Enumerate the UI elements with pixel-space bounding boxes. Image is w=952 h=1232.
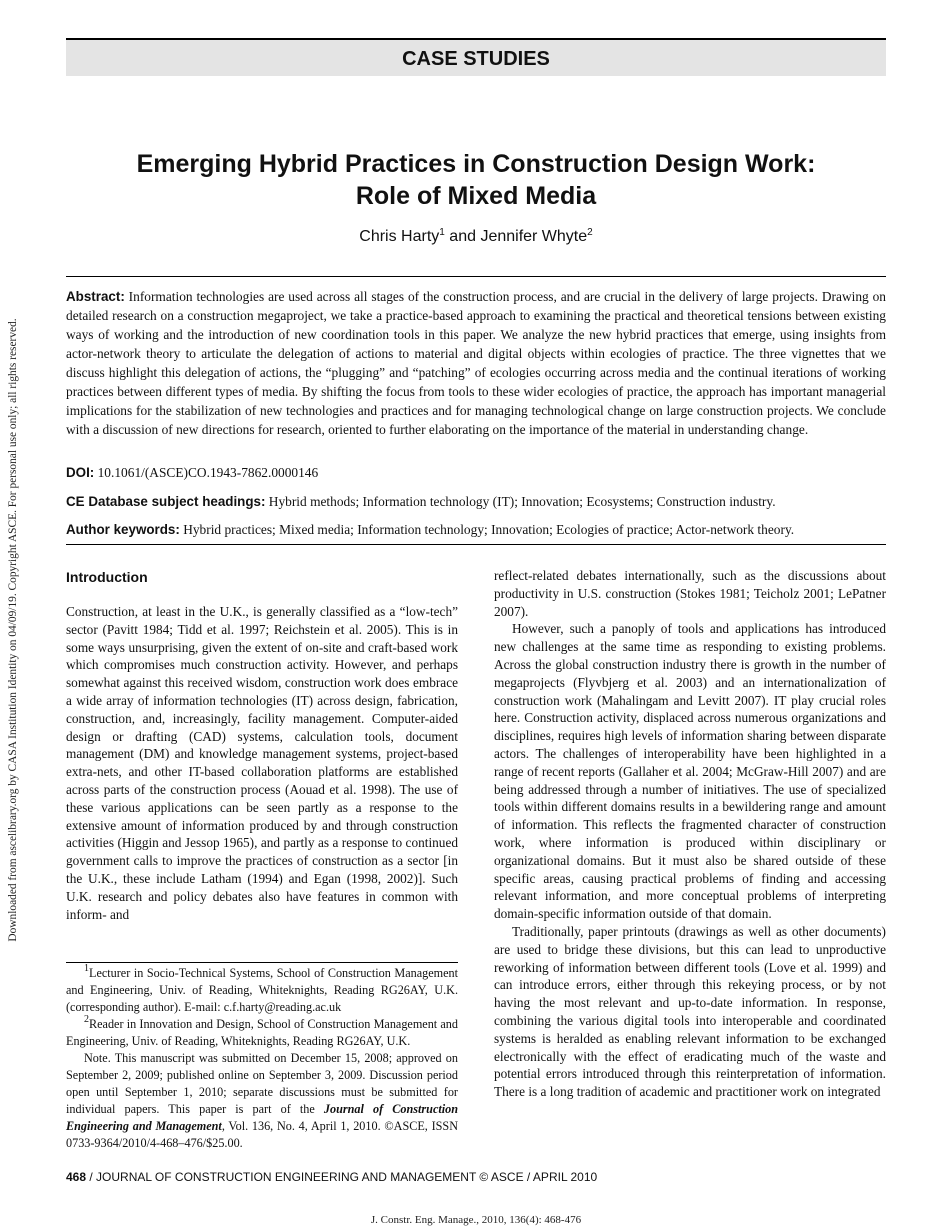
doi-label: DOI: <box>66 465 95 480</box>
note-text: , Vol. 136, No. 4, April 1, 2010. ©ASCE, ISSN 0733-9364/2010/4-468–476/$25.00. <box>66 1119 459 1150</box>
author-sep: and <box>444 228 481 245</box>
footnote-1 <box>66 965 458 1016</box>
paragraph: However, such a panoply of tools and applications has introduced new challenges at the same time as responding to existing problems. Across the global construction industry there is growth in the number of megaprojects (Flyvbjerg et al. 2003) and an internationalization of construction work (Mahalingam and Levitt 2007). IT play crucial roles here. Construction activity, displaced across numerous organizations and disciplines, requires high levels of information sharing between disparate actors. The challenges of interoperability have been highlighted in a range of recent reports (Gallaher et al. 2004; McGraw-Hill 2007) and are being addressed through a number of initiatives. The use of specialized tools within different domains results in a bewildering range and amount of information. This reflects the fragmented character of construction work, where information is produced within disciplinary or organizational domains. But it must also be shared outside of these specific areas, causing practical problems of finding and accessing relevant information, and more conceptual problems of interpreting domain-specific information outside of that domain. <box>494 621 886 922</box>
left-column <box>66 569 458 923</box>
ce-headings <box>66 494 886 510</box>
footnotes <box>66 962 458 1152</box>
author: Chris Harty <box>359 228 440 245</box>
page-footer <box>66 1170 597 1184</box>
authors <box>66 228 886 246</box>
abstract-text: Information technologies are used across all stages of the construction process, and are crucial in the delivery of large projects. Drawing on detailed research on a construction megaproject, we take a practice-based approach to examining the practical and theoretical tensions between existing ways of working and the introduction of new coordination tools in this paper. We analyze the new hybrid practices that emerge, using insights from actor-network theory to articulate the delegation of actions to material and digital objects within ecologies of practice. The three vignettes that we discuss highlight this delegation of actions, the “plugging” and “patching” of ecologies occurring across media and the continual iterations of working practices between different types of media. By shifting the focus from tools to these wider ecologies of practice, the approach has important managerial implications for the stabilization of new technologies and practices and for managing technological change on large construction projects. We conclude with a discussion of new directions for research, oriented to further elaborating on the importance of the material in understanding change. <box>66 289 886 437</box>
author: Jennifer Whyte <box>480 228 588 245</box>
download-watermark: Downloaded from ascelibrary.org by CASA Institution Identity on 04/09/19. Copyright ASCE. For personal use only; all rights reserved. <box>7 318 19 942</box>
affil-mark: 2 <box>587 227 593 238</box>
note-text: Note. This manuscript was submitted on December 15, 2008; approved on September 2, 2009; published online on September 3, 2009. Discussion period open until September 1, 2010; separate discussions must be submitted for individual papers. This paper is part of the <box>66 1051 458 1116</box>
footnote-2 <box>66 1016 458 1050</box>
footnote-mark: 1 <box>84 963 89 974</box>
footnote-mark: 2 <box>84 1014 89 1025</box>
paragraph: reflect-related debates internationally, such as the discussions about productivity in U.S. construction (Stokes 1981; Teicholz 2001; LePatner 2007). <box>494 568 886 619</box>
abstract <box>66 287 886 439</box>
doi-value[interactable]: 10.1061/(ASCE)CO.1943-7862.0000146 <box>94 465 319 480</box>
footnote-text: Lecturer in Socio-Technical Systems, School of Construction Management and Engineering, Univ. of Reading, Whiteknights, Reading RG26AY, U.K. (corresponding author). E-mail: c.f.harty@reading.ac.uk <box>66 966 458 1014</box>
ce-headings-label: CE Database subject headings: <box>66 494 266 509</box>
divider <box>66 276 886 277</box>
journal-footer: / JOURNAL OF CONSTRUCTION ENGINEERING AND MANAGEMENT © ASCE / APRIL 2010 <box>86 1170 598 1184</box>
keywords-label: Author keywords: <box>66 522 180 537</box>
section-heading: Introduction <box>66 569 148 585</box>
author-keywords <box>66 522 886 538</box>
abstract-label: Abstract: <box>66 289 125 304</box>
title-line: Emerging Hybrid Practices in Construction Design Work: <box>136 150 816 178</box>
citation-line: J. Constr. Eng. Manage., 2010, 136(4): 468-476 <box>370 1214 582 1226</box>
paper-title <box>66 148 886 212</box>
ce-headings-text: Hybrid methods; Information technology (IT); Innovation; Ecosystems; Construction industry. <box>265 494 776 509</box>
footnote-text: Reader in Innovation and Design, School of Construction Management and Engineering, Univ. of Reading, Whiteknights, Reading RG26AY, U.K. <box>66 1017 458 1048</box>
keywords-text: Hybrid practices; Mixed media; Information technology; Innovation; Ecologies of practice; Actor-network theory. <box>179 522 795 537</box>
title-line: Role of Mixed Media <box>355 182 597 210</box>
page-number: 468 <box>66 1170 87 1184</box>
submission-note <box>66 1050 458 1152</box>
section-header: CASE STUDIES <box>66 38 886 76</box>
divider <box>66 544 886 545</box>
doi <box>66 465 886 481</box>
affil-mark: 1 <box>439 227 445 238</box>
paragraph: Construction, at least in the U.K., is generally classified as a “low-tech” sector (Pavitt 1984; Tidd et al. 1997; Reichstein et al. 2005). This is in some ways unsurprising, given the extent of on-site and craft-based work which compromises much construction activity. However, and perhaps somewhat against this received wisdom, construction work does embrace a wide array of information technologies (IT) across design, fabrication, construction, and, increasingly, facility management. Computer-aided design or drafting (CAD) systems, calculation tools, document management (DM) and knowledge management systems, project-based extra-nets, and other IT-based collaboration platforms are established across parts of the construction process (Aouad et al. 1998). The use of these various applications can be seen partly as a response to the extensive amount of information produced by and through construction activities (Higgin and Jessop 1965), and partly as a response to continued government calls to improve the practices of construction as a sector [in the U.K., these include Latham (1994) and Egan (1998, 2002)]. Such U.K. research and policy debates also have features in common with inform- and <box>66 604 458 922</box>
right-column <box>494 567 886 1101</box>
journal-name: Journal of Construction Engineering and Management <box>66 1102 458 1133</box>
paragraph: Traditionally, paper printouts (drawings as well as other documents) are used to bridge these divisions, but this can lead to unproductive reworking of information between different tools (Love et al. 1999) and can introduce errors, either through this rekeying process, or by not having the most relevant and up-to-date information. In response, combining the various digital tools into interoperable and coordinated systems is heralded as enabling relevant information to be exchanged electronically with the effect of eradicating much of the waste and potential errors introduced through this reinterpretation of information. There is a long tradition of academic and practitioner work on integrated <box>494 923 886 1100</box>
